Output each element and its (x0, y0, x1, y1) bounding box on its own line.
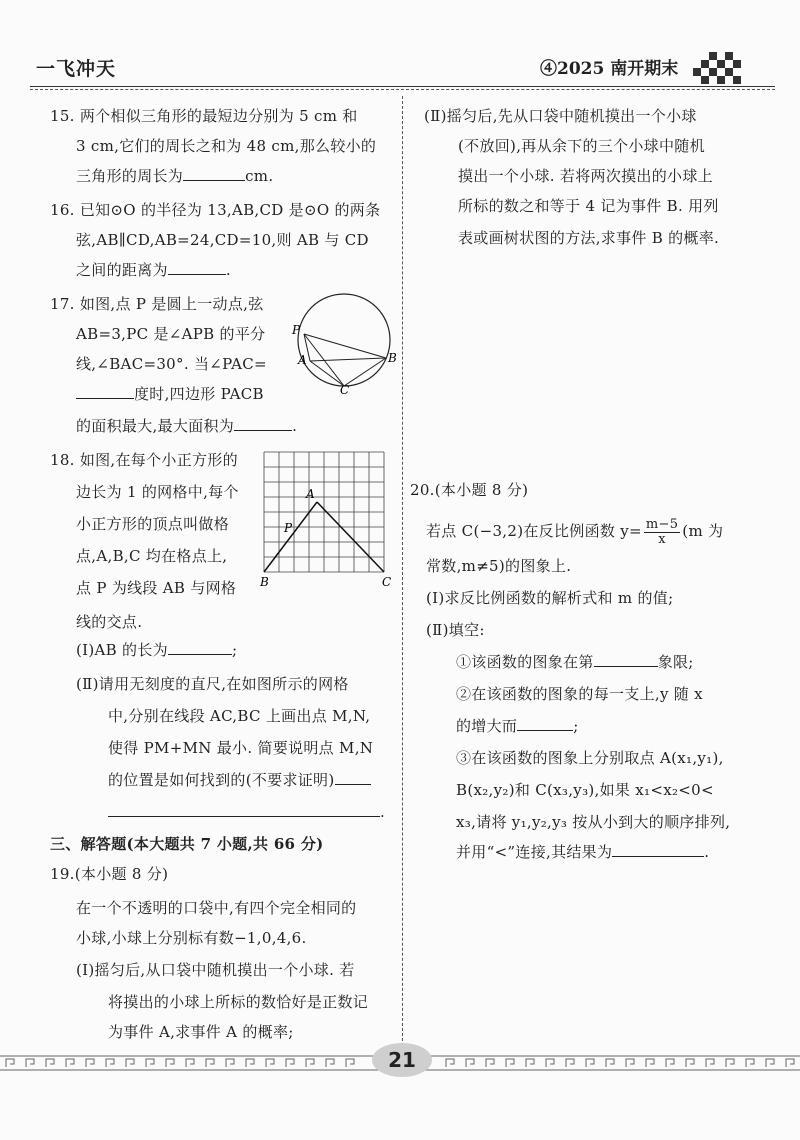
q20-line-1: 若点 C(−3,2)在反比例函数 y= $\frac{m-5}{x}$ (m 为 (426, 516, 724, 547)
q18-part2-line-2: 中,分别在线段 AC,BC 上画出点 M,N, (108, 707, 371, 725)
q17-label-c: C (340, 383, 350, 394)
q18-line-1: 18. 如图,在每个小正方形的 (50, 451, 238, 469)
header-rule (30, 86, 775, 87)
q20-part2: (Ⅱ)填空: (426, 621, 485, 639)
q18-part2-line-4: 的位置是如何找到的(不要求证明) (108, 770, 371, 790)
q20-sub1: ①该函数的图象在第 象限; (456, 653, 694, 671)
q16-line-3: 之间的距离为 . (76, 261, 231, 279)
q19-part2-line-5: 表或画树状图的方法,求事件 B 的概率. (458, 229, 720, 247)
q20-sub3-line-1: ③在该函数的图象上分别取点 A(x₁,y₁), (456, 749, 724, 767)
q17-label-p: P (292, 323, 301, 337)
column-divider (402, 96, 403, 1046)
q18-part2-line-1: (Ⅱ)请用无刻度的直尺,在如图所示的网格 (76, 675, 349, 693)
q20-sub3-line-3: x₃,请将 y₁,y₂,y₃ 按从小到大的顺序排列, (456, 813, 731, 831)
q18-line-4: 点,A,B,C 均在格点上, (76, 547, 228, 565)
q15-line-3: 三角形的周长为 cm. (76, 167, 274, 185)
q17-label-b: B (388, 351, 397, 365)
q20-line-2: 常数,m≠5)的图象上. (426, 557, 572, 575)
q18-line-5: 点 P 为线段 AB 与网格 (76, 579, 237, 597)
q20-sub2-line-2: 的增大而 ; (456, 717, 579, 735)
q18-grid-figure (258, 446, 394, 588)
header-rule-dashed (30, 89, 775, 90)
brand-logo: 一飞冲天 (36, 58, 117, 80)
q20-sub3-line-4: 并用“<”连接,其结果为 . (456, 843, 710, 861)
q19-part1-line-3: 为事件 A,求事件 A 的概率; (108, 1023, 294, 1041)
q18-label-p: P (284, 521, 293, 535)
q18-part2-line-5: . (108, 802, 385, 822)
q18-line-2: 边长为 1 的网格中,每个 (76, 483, 239, 501)
q17-label-a: A (298, 353, 307, 367)
header-title: ④2025 南开期末 (540, 59, 679, 79)
q16-line-2: 弦,AB∥CD,AB=24,CD=10,则 AB 与 CD (76, 231, 369, 249)
q17-line-1: 17. 如图,点 P 是圆上一动点,弦 (50, 295, 264, 313)
q17-line-3: 线,∠BAC=30°. 当∠PAC= (76, 355, 267, 373)
q19-part2-line-2: (不放回),再从余下的三个小球中随机 (458, 137, 705, 155)
q20-sub2-line-1: ②在该函数的图象的每一支上,y 随 x (456, 685, 703, 703)
q17-circle-figure (288, 290, 400, 394)
q16-line-1: 16. 已知⊙O 的半径为 13,AB,CD 是⊙O 的两条 (50, 201, 381, 219)
q20-sub3-line-2: B(x₂,y₂)和 C(x₃,y₃),如果 x₁<x₂<0< (456, 781, 714, 799)
q20-fraction: $\frac{m-5}{x}$ (645, 516, 679, 547)
q18-label-b: B (260, 575, 269, 588)
q19-line-1: 在一个不透明的口袋中,有四个完全相同的 (76, 899, 357, 917)
q15-line-2: 3 cm,它们的周长之和为 48 cm,那么较小的 (76, 137, 377, 155)
q15-line-1: 15. 两个相似三角形的最短边分别为 5 cm 和 (50, 107, 358, 125)
q20-part1: (Ⅰ)求反比例函数的解析式和 m 的值; (426, 589, 674, 607)
q18-part2-line-3: 使得 PM+MN 最小. 简要说明点 M,N (108, 739, 374, 757)
checkered-flag-icon (693, 52, 745, 84)
q17-line-5: 的面积最大,最大面积为 . (76, 417, 298, 435)
q19-part2-line-3: 摸出一个小球. 若将两次摸出的小球上 (458, 167, 713, 185)
q19-part2-line-1: (Ⅱ)摇匀后,先从口袋中随机摸出一个小球 (424, 107, 697, 125)
section-3-title: 三、解答题(本大题共 7 小题,共 66 分) (50, 835, 324, 853)
q17-line-2: AB=3,PC 是∠APB 的平分 (76, 325, 266, 343)
q18-label-c: C (382, 575, 392, 588)
page-number: 21 (372, 1043, 432, 1077)
q18-part1: (Ⅰ)AB 的长为 ; (76, 641, 238, 659)
q18-line-6: 线的交点. (76, 613, 143, 631)
q18-line-3: 小正方形的顶点叫做格 (76, 515, 230, 533)
q19-part2-line-4: 所标的数之和等于 4 记为事件 B. 用列 (458, 197, 719, 215)
q19-part1-line-2: 将摸出的小球上所标的数恰好是正数记 (108, 993, 369, 1011)
q20-head: 20.(本小题 8 分) (410, 481, 529, 499)
q17-line-4: 度时,四边形 PACB (76, 384, 264, 404)
q19-part1-line-1: (Ⅰ)摇匀后,从口袋中随机摸出一个小球. 若 (76, 961, 355, 979)
q19-line-2: 小球,小球上分别标有数−1,0,4,6. (76, 929, 307, 947)
q19-head: 19.(本小题 8 分) (50, 865, 169, 883)
q18-label-a: A (306, 487, 315, 501)
